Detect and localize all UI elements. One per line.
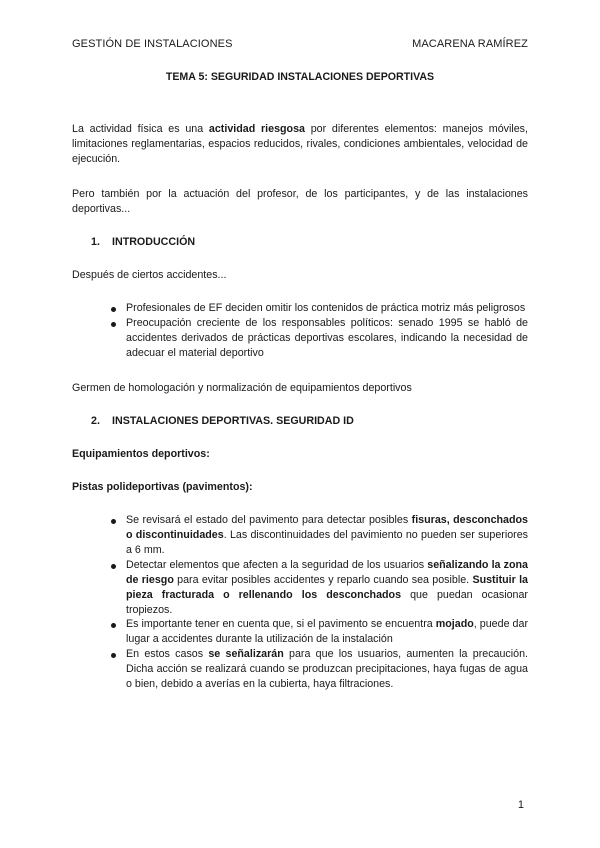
section-1-title: INTRODUCCIÓN bbox=[112, 235, 196, 248]
list-item-text: Se revisará el estado del pavimento para detectar posibles bbox=[126, 513, 412, 526]
list-item-text: Profesionales de EF deciden omitir los contenidos de práctica motriz más peligrosos bbox=[126, 301, 526, 314]
section-2-number: 2. bbox=[91, 414, 100, 427]
list-item-text: Preocupación creciente de los responsables políticos: senado 1995 se habló de accidentes derivados de prácticas deportivas escolares, indicando la necesidad de adecuar el material deportivo bbox=[126, 316, 528, 359]
list-item-text: En estos casos bbox=[126, 648, 209, 661]
section-2-title: INSTALACIONES DEPORTIVAS. SEGURIDAD ID bbox=[112, 414, 354, 427]
header-right: MACARENA RAMÍREZ bbox=[412, 38, 528, 50]
header-left: GESTIÓN DE INSTALACIONES bbox=[72, 38, 233, 50]
list-item-text: Detectar elementos que afecten a la seguridad de los usuarios bbox=[126, 558, 428, 571]
document-body bbox=[72, 70, 528, 692]
section-2-heading bbox=[91, 414, 528, 429]
document-title: TEMA 5: SEGURIDAD INSTALACIONES DEPORTIVAS bbox=[165, 71, 435, 83]
section-1-bullet-list bbox=[72, 301, 528, 361]
subheading-equipment: Equipamientos deportivos: bbox=[72, 447, 210, 460]
section-2-bullet-list bbox=[72, 513, 528, 693]
list-item bbox=[72, 316, 528, 361]
list-item-text: para evitar posibles accidentes y reparlo cuando sea posible. bbox=[173, 573, 473, 586]
list-item-bold: se señalizarán bbox=[208, 648, 284, 661]
list-item-text: Es importante tener en cuenta que, si el pavimento se encuentra bbox=[126, 618, 436, 631]
list-item bbox=[72, 513, 528, 558]
bullet-dot-icon bbox=[111, 653, 116, 658]
intro1-text-b: por diferentes elementos: manejos móviles, limitaciones reglamentarias, espacios reducidos, rivales, condiciones ambientales, velocidad de ejecución. bbox=[72, 122, 528, 165]
list-item bbox=[72, 647, 528, 692]
bullet-dot-icon bbox=[111, 307, 116, 312]
list-item-text: para que los usuarios, aumenten la precaución. Dicha acción se realizará cuando se produzcan precipitaciones, haya fugas de agua o bien, debido a averías en la cubierta, haya filtraciones. bbox=[126, 648, 529, 691]
section-1-heading bbox=[91, 235, 528, 250]
subheading-pavements: Pistas polideportivas (pavimentos): bbox=[72, 480, 253, 493]
list-item bbox=[72, 558, 528, 618]
list-item-bold: mojado bbox=[435, 618, 474, 631]
page-number: 1 bbox=[517, 799, 524, 811]
list-item bbox=[72, 617, 528, 647]
intro-paragraph-1 bbox=[72, 122, 528, 167]
bullet-dot-icon bbox=[111, 564, 116, 569]
list-item-bold: fisuras, desconchados o discontinuidades bbox=[126, 513, 528, 541]
section-1-lead: Después de ciertos accidentes... bbox=[72, 268, 227, 281]
list-item bbox=[72, 301, 528, 316]
list-item-text: , puede dar lugar a accidentes durante la utilización de la instalación bbox=[126, 618, 529, 646]
bullet-dot-icon bbox=[111, 623, 116, 628]
list-item-text: . Las discontinuidades del pavimiento no pueden ser superiores a 6 mm. bbox=[126, 528, 528, 556]
list-item-bold: señalizando la zona de riesgo bbox=[126, 558, 528, 586]
section-1-closing: Germen de homologación y normalización de equipamientos deportivos bbox=[72, 381, 412, 394]
section-1-number: 1. bbox=[91, 235, 100, 248]
bullet-dot-icon bbox=[111, 322, 116, 327]
intro1-bold: actividad riesgosa bbox=[208, 122, 305, 135]
bullet-dot-icon bbox=[111, 519, 116, 524]
list-item-bold: Sustituir la pieza fracturada o rellenando los desconchados bbox=[126, 573, 528, 601]
intro-paragraph-2: Pero también por la actuación del profesor, de los participantes, y de las instalaciones deportivas... bbox=[72, 187, 528, 215]
intro1-text-a: La actividad física es una bbox=[72, 122, 209, 135]
list-item-text: que puedan ocasionar tropiezos. bbox=[126, 588, 528, 616]
